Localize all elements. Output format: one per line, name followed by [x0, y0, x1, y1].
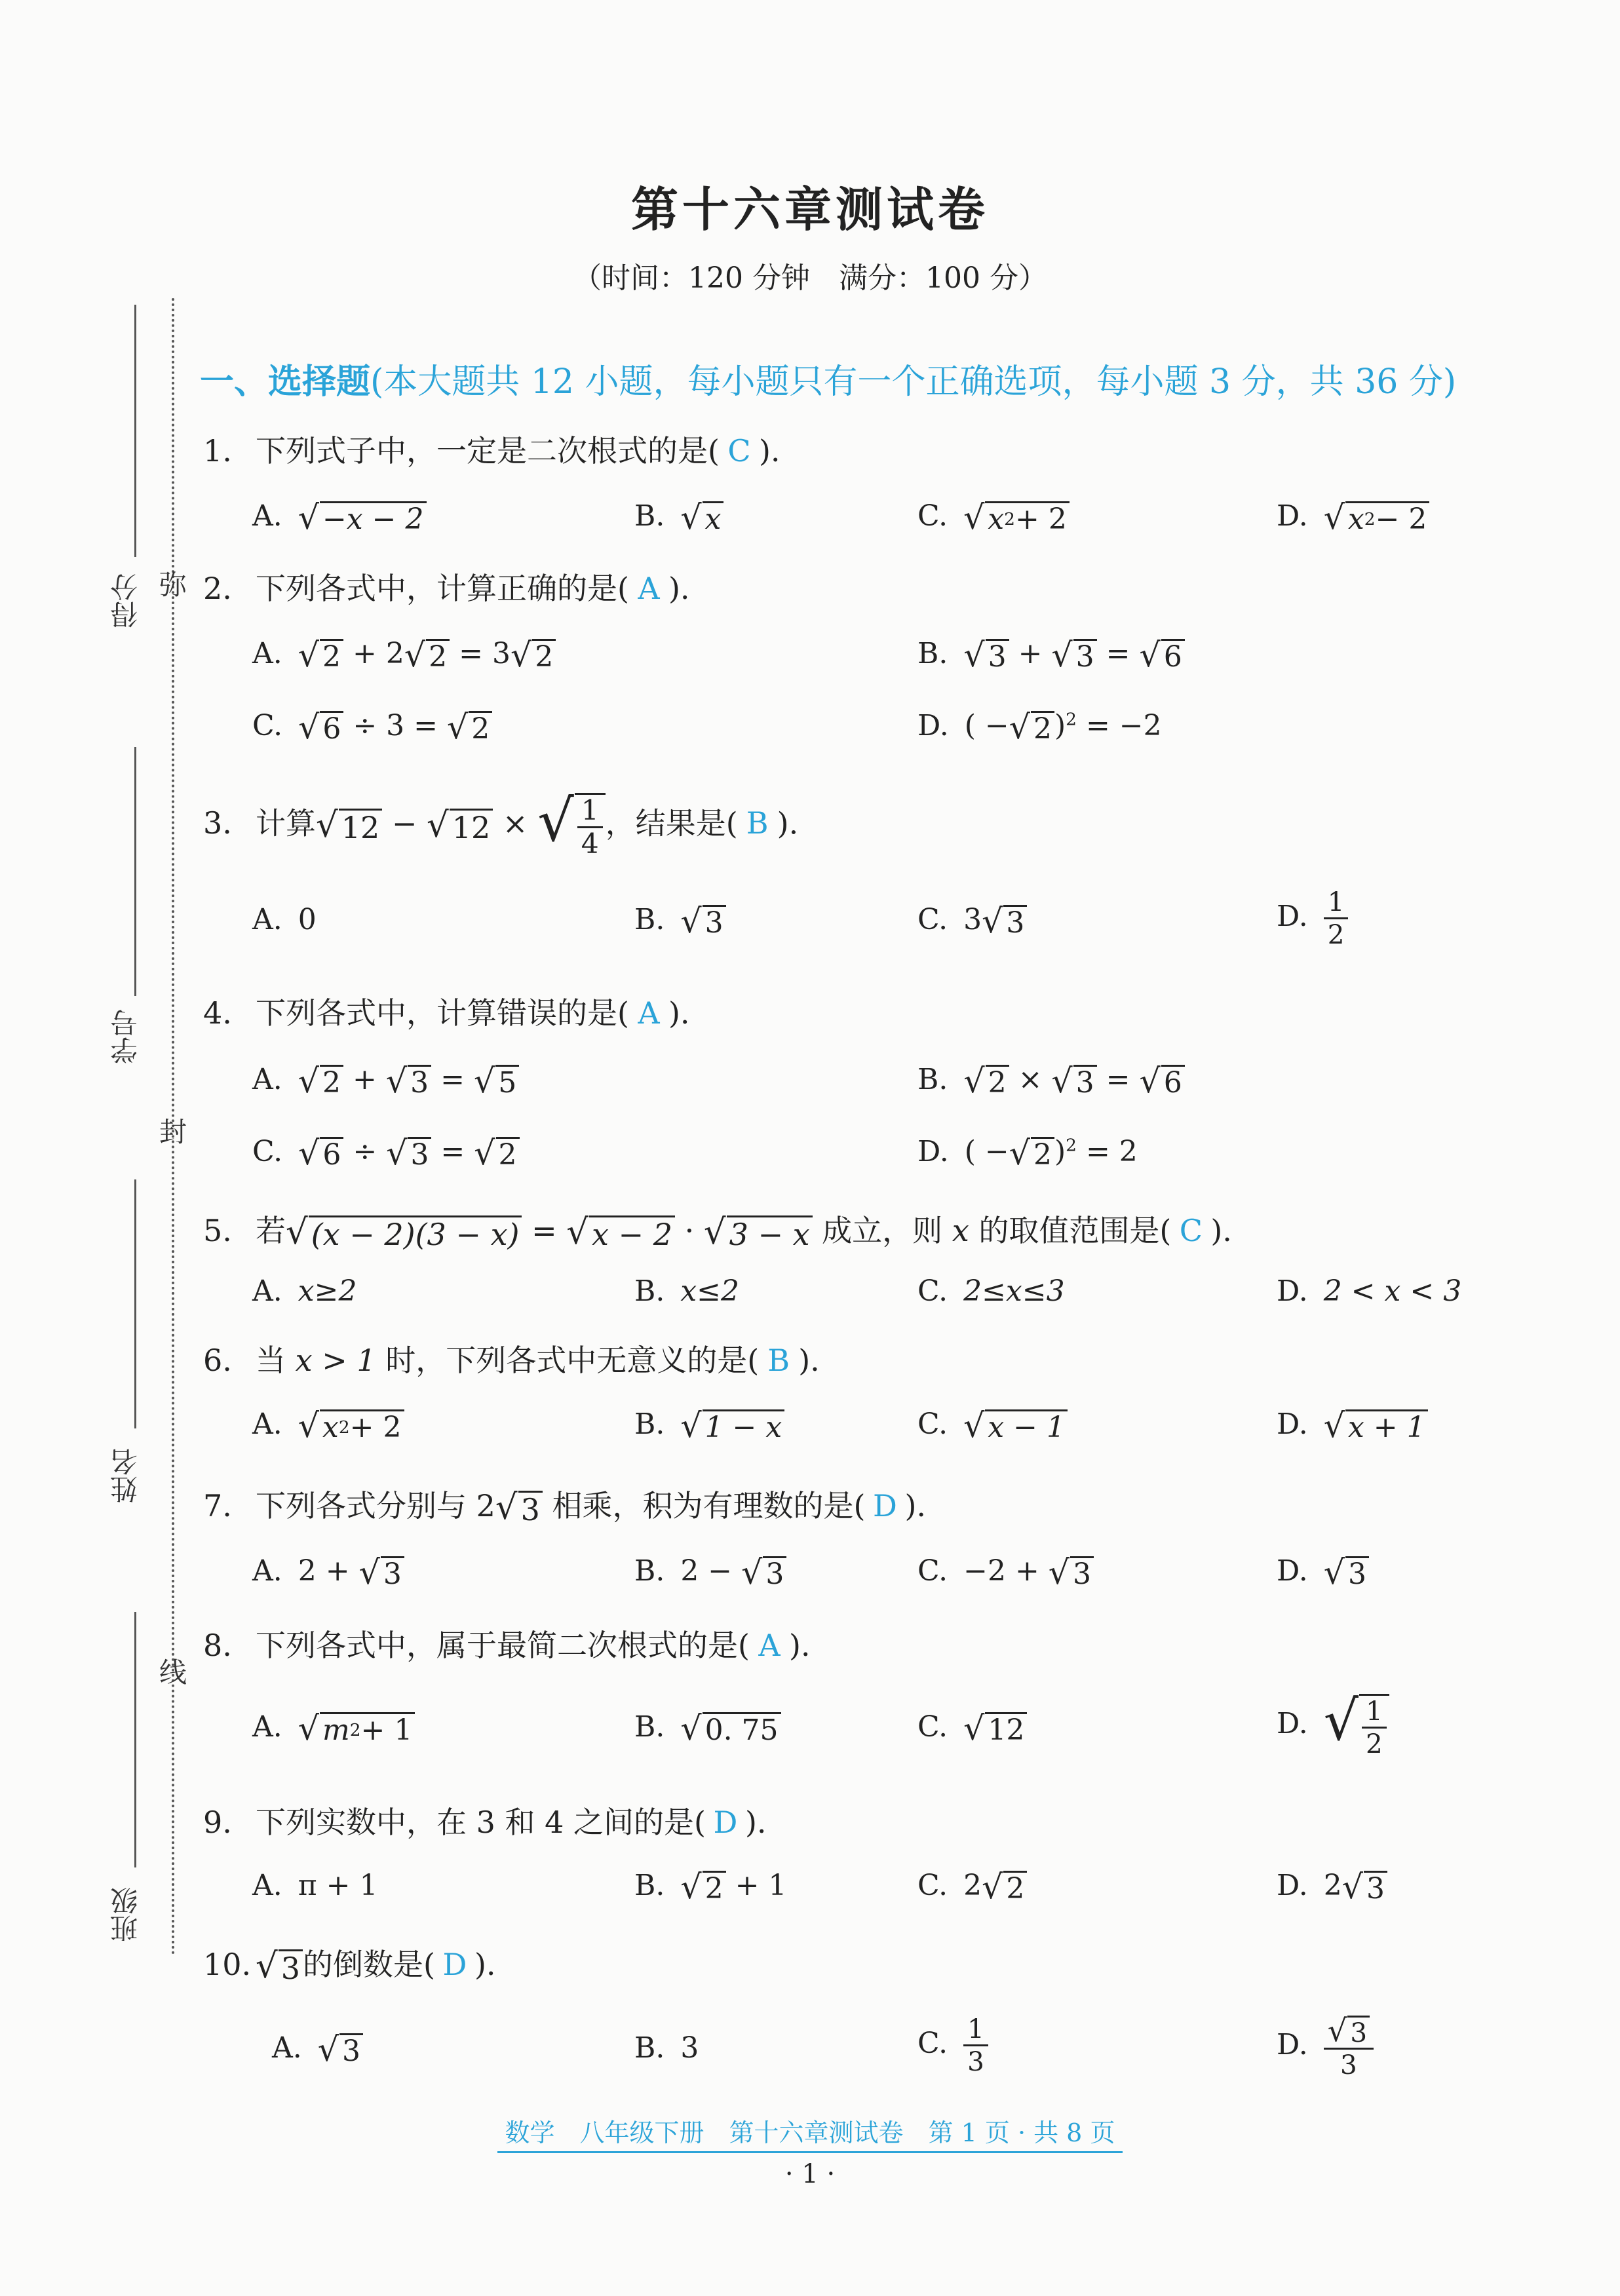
q1-option-b[interactable]: B. √ x [634, 499, 723, 535]
exam-info: （时间：120 分钟 满分：100 分） [573, 261, 1047, 295]
q7-option-d[interactable]: D. √ 3 [1277, 1554, 1369, 1590]
question-5: 5. 若 √ (x − 2)(3 − x) = √ x − 2 · √ 3 − x 成立，则 x 的取值范围是( C ). [203, 1212, 1232, 1253]
q10-option-a[interactable]: A. √ 3 [272, 2031, 363, 2067]
answer-mark: C [727, 433, 751, 469]
q1-option-a[interactable]: A. √ −x − 2 [252, 499, 427, 535]
seal-char-xian: 线 [159, 1656, 187, 1689]
q8-option-c[interactable]: C. √ 12 [917, 1710, 1027, 1746]
q5-option-a[interactable]: A. x≥2 [252, 1274, 357, 1308]
answer-mark: A [638, 995, 660, 1031]
q4-option-b[interactable]: B. √ 2 × √ 3 = √ 6 [917, 1063, 1185, 1098]
answer-mark: C [1179, 1213, 1203, 1248]
score-field-label: 得分 [109, 573, 142, 628]
name-field-label: 姓名 [109, 1448, 142, 1503]
answer-mark: D [442, 1947, 467, 1982]
seal-char-feng: 封 [159, 1116, 187, 1148]
question-2: 2. 下列各式中，计算正确的是( A ). [203, 571, 690, 606]
answer-mark: A [758, 1628, 781, 1663]
q10-option-d[interactable]: D. √ 3 3 [1277, 2015, 1374, 2079]
answer-mark: D [713, 1805, 738, 1840]
q4-option-d[interactable]: D. ( − √ 2 )$^2$ = 2 [917, 1133, 1138, 1172]
answer-mark: D [873, 1488, 897, 1523]
section-head: 一、选择题 [200, 362, 371, 402]
q3-option-a[interactable]: A. 0 [252, 903, 317, 936]
q2-option-c[interactable]: C. √ 6 ÷ 3 = √ 2 [252, 709, 492, 744]
question-4: 4. 下列各式中，计算错误的是( A ). [203, 995, 690, 1031]
q8-option-a[interactable]: A. √ m 2 + 1 [252, 1710, 415, 1746]
page-number: · 1 · [784, 2159, 836, 2189]
question-stem: 下列式子中，一定是二次根式的是( [256, 433, 720, 469]
q7-option-c[interactable]: C. −2 + √ 3 [917, 1554, 1094, 1590]
q9-option-b[interactable]: B. √ 2 + 1 [634, 1867, 787, 1906]
score-field-line[interactable] [134, 305, 136, 557]
answer-mark: B [746, 805, 769, 841]
class-field-label: 班级 [109, 1887, 142, 1942]
q3-option-c[interactable]: C. 3 √ 3 [917, 903, 1027, 938]
q2-option-d[interactable]: D. ( − √ 2 )$^2$ = −2 [917, 707, 1162, 746]
page-title: 第十六章测试卷 [630, 182, 989, 237]
q7-option-b[interactable]: B. 2 − √ 3 [634, 1554, 786, 1590]
question-stem-end: ). [758, 433, 781, 469]
section-note: (本大题共 12 小题，每小题只有一个正确选项，每小题 3 分，共 36 分) [370, 362, 1457, 402]
question-6: 6. 当 x > 1 时，下列各式中无意义的是( B ). [203, 1343, 820, 1378]
q2-option-a[interactable]: A. √ 2 + 2 √ 2 = 3 √ 2 [252, 637, 556, 672]
section-heading [200, 354, 1456, 403]
question-10: 10. √ 3 的倒数是( D ). [203, 1946, 496, 1987]
q3-option-b[interactable]: B. √ 3 [634, 903, 726, 938]
q10-option-b[interactable]: B. 3 [634, 2031, 699, 2065]
q6-option-c[interactable]: C. √ x − 1 [917, 1407, 1068, 1443]
q6-option-d[interactable]: D. √ x + 1 [1277, 1407, 1428, 1443]
student-id-field-label: 学号 [109, 1009, 142, 1064]
q3-option-d[interactable]: D. $\frac{1}{2}$ [1277, 888, 1348, 948]
q6-option-a[interactable]: A. √ x 2 + 2 [252, 1407, 404, 1443]
q6-option-b[interactable]: B. √ 1 − x [634, 1407, 784, 1443]
student-id-field-line[interactable] [134, 747, 136, 996]
question-3: 3. 计算 √ 12 − √ 12 × √ $\frac{1}{4}$ ，结果是( B ). [203, 788, 799, 860]
name-field-line[interactable] [134, 1179, 136, 1428]
q9-option-d[interactable]: D. 2 √ 3 [1277, 1869, 1387, 1904]
question-7: 7. 下列各式分别与 2 √ 3 相乘，积为有理数的是( D ). [203, 1487, 927, 1528]
q9-option-c[interactable]: C. 2 √ 2 [917, 1869, 1027, 1904]
page-footer: 数学 八年级下册 第十六章测试卷 第 1 页 · 共 8 页 [0, 2113, 1620, 2149]
question-number: 1. [203, 433, 232, 469]
q4-option-a[interactable]: A. √ 2 + √ 3 = √ 5 [252, 1063, 519, 1098]
q5-option-d[interactable]: D. 2 < x < 3 [1277, 1274, 1462, 1308]
q7-option-a[interactable]: A. 2 + √ 3 [252, 1554, 404, 1590]
q10-option-c[interactable]: C. $\frac{1}{3}$ [917, 2015, 988, 2075]
class-field-line[interactable] [134, 1612, 136, 1867]
q1-option-d[interactable]: D. √ x 2 − 2 [1277, 499, 1429, 535]
question-1 [203, 427, 781, 470]
seal-char-mi: 弥 [159, 569, 187, 601]
q5-option-b[interactable]: B. x≤2 [634, 1274, 740, 1308]
q8-option-d[interactable]: D. √ $\frac{1}{2}$ [1277, 1694, 1389, 1757]
answer-mark: A [638, 571, 660, 606]
q4-option-c[interactable]: C. √ 6 ÷ √ 3 = √ 2 [252, 1135, 520, 1170]
q2-option-b[interactable]: B. √ 3 + √ 3 = √ 6 [917, 637, 1185, 672]
question-8: 8. 下列各式中，属于最简二次根式的是( A ). [203, 1628, 811, 1663]
answer-mark: B [767, 1343, 790, 1378]
q5-option-c[interactable]: C. 2≤x≤3 [917, 1274, 1065, 1308]
q1-option-c[interactable]: C. √ x 2 + 2 [917, 499, 1070, 535]
q9-option-a[interactable]: A. π + 1 [252, 1869, 378, 1902]
q8-option-b[interactable]: B. √ 0. 75 [634, 1710, 781, 1746]
question-9: 9. 下列实数中，在 3 和 4 之间的是( D ). [203, 1805, 767, 1840]
